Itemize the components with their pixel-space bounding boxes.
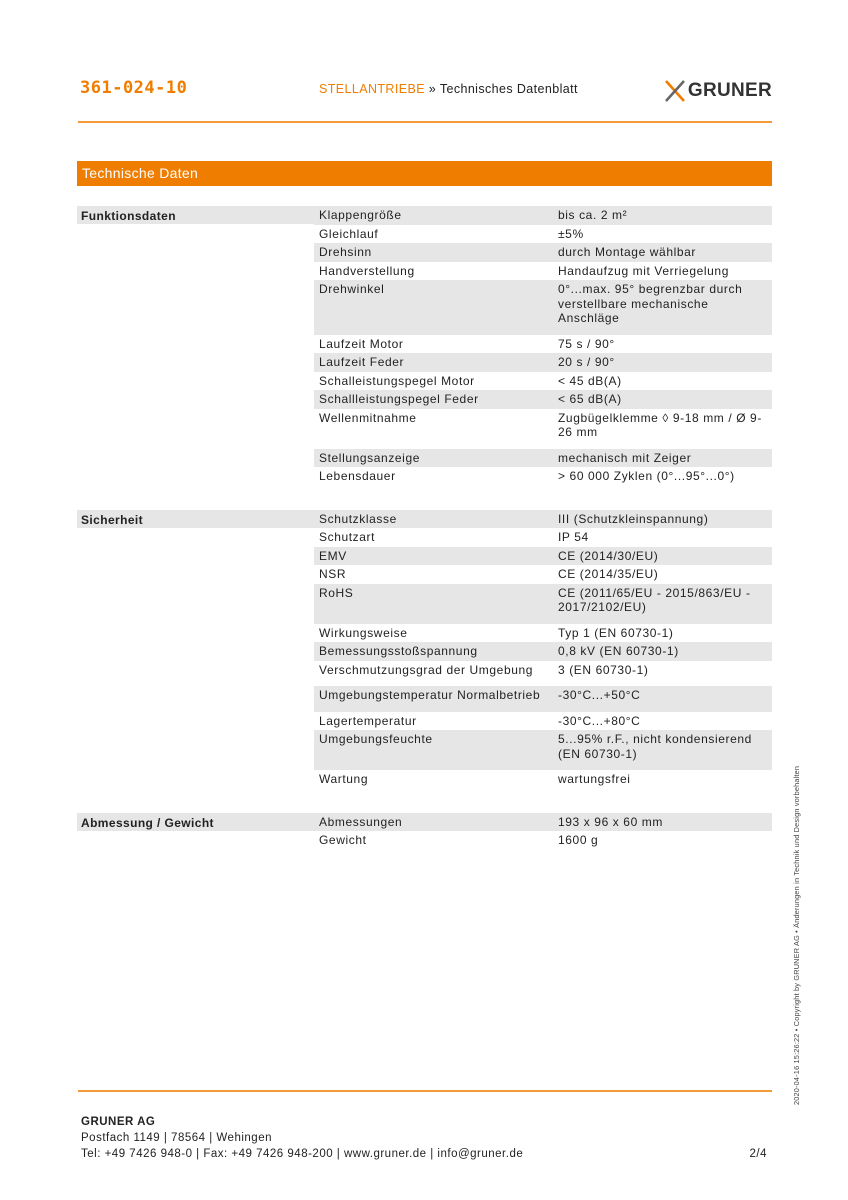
table-row — [314, 584, 772, 624]
spec-key: EMV — [319, 548, 347, 563]
table-row — [314, 831, 772, 850]
page-header — [78, 78, 772, 122]
table-row — [314, 353, 772, 372]
spec-value: ±5% — [558, 226, 584, 241]
spec-key: Abmessungen — [319, 814, 403, 829]
spec-key: Lagertemperatur — [319, 713, 417, 728]
spec-value: wartungsfrei — [558, 772, 631, 786]
header-separator: » — [424, 82, 440, 96]
x-logo-icon — [664, 79, 686, 103]
spec-key: Umgebungsfeuchte — [319, 732, 433, 746]
table-row — [314, 280, 772, 335]
table-row — [314, 372, 772, 391]
spec-table — [77, 206, 772, 850]
table-row — [314, 686, 772, 712]
spec-key: Gleichlauf — [319, 226, 379, 241]
spec-value: Handaufzug mit Verriegelung — [558, 263, 729, 278]
table-row — [314, 390, 772, 409]
spec-value: 5...95% r.F., nicht kondensierend (EN 60730-1) — [558, 732, 752, 761]
spec-value: 0°...max. 95° begrenzbar durch verstellbare mechanische Anschläge — [558, 282, 743, 325]
header-title — [319, 82, 578, 96]
gruner-logo — [664, 76, 772, 106]
spec-key: Wirkungsweise — [319, 625, 408, 640]
spec-value: CE (2011/65/EU - 2015/863/EU - 2017/2102/EU) — [558, 585, 751, 614]
table-row — [314, 547, 772, 566]
header-doc-title: Technisches Datenblatt — [439, 82, 578, 96]
spec-key: Schalleistungspegel Motor — [319, 373, 475, 388]
footer-address: Postfach 1149 | 78564 | Wehingen — [81, 1132, 272, 1144]
table-row — [314, 262, 772, 281]
spec-key: Handverstellung — [319, 263, 415, 278]
table-row — [314, 449, 772, 468]
spec-value: > 60 000 Zyklen (0°...95°...0°) — [558, 469, 735, 483]
spec-group — [77, 510, 772, 789]
spec-key: Verschmutzungsgrad der Umgebung — [319, 662, 534, 677]
spec-key: Schutzklasse — [319, 511, 397, 526]
spec-key: Umgebungstemperatur Normalbetrieb — [319, 688, 541, 702]
table-row — [314, 510, 772, 529]
footer-divider — [78, 1090, 772, 1092]
table-row — [314, 528, 772, 547]
spec-key: Wartung — [319, 772, 369, 786]
spec-value: CE (2014/30/EU) — [558, 548, 659, 563]
spec-key: Wellenmitnahme — [319, 410, 417, 425]
spec-value: 3 (EN 60730-1) — [558, 662, 649, 677]
spec-key: Schutzart — [319, 530, 376, 544]
spec-key: Laufzeit Motor — [319, 336, 404, 351]
group-label: Abmessung / Gewicht — [77, 813, 314, 831]
spec-value: < 45 dB(A) — [558, 373, 622, 388]
spec-value: -30°C...+80°C — [558, 713, 641, 728]
spec-value: -30°C...+50°C — [558, 688, 641, 702]
footer-contact: Tel: +49 7426 948-0 | Fax: +49 7426 948-200 | www.gruner.de | info@gruner.de — [81, 1148, 524, 1160]
spec-key: Laufzeit Feder — [319, 355, 405, 369]
spec-group — [77, 813, 772, 850]
group-label: Funktionsdaten — [77, 206, 314, 224]
spec-value: Typ 1 (EN 60730-1) — [558, 625, 674, 640]
spec-value: III (Schutzkleinspannung) — [558, 511, 709, 526]
spec-value: 1600 g — [558, 833, 599, 847]
page-number: 2/4 — [749, 1148, 767, 1160]
copyright-note: 2020-04-16 15:26:22 • Copyright by GRUNER AG • Änderungen in Technik und Design vorbehalten — [792, 765, 801, 1105]
document-id: 361-024-10 — [80, 78, 188, 98]
table-row — [314, 813, 772, 832]
table-row — [314, 642, 772, 661]
spec-value: 20 s / 90° — [558, 355, 615, 369]
table-row — [314, 225, 772, 244]
spec-value: 0,8 kV (EN 60730-1) — [558, 644, 679, 658]
table-row — [314, 712, 772, 731]
table-row — [314, 335, 772, 354]
spec-key: Lebensdauer — [319, 469, 396, 483]
spec-key: Gewicht — [319, 833, 367, 847]
section-header — [77, 161, 772, 186]
page-footer — [81, 1114, 771, 1162]
spec-value: CE (2014/35/EU) — [558, 567, 659, 581]
group-label: Sicherheit — [77, 510, 314, 528]
spec-value: bis ca. 2 m² — [558, 208, 628, 222]
spec-key: NSR — [319, 567, 347, 581]
spec-group — [77, 206, 772, 486]
header-category: STELLANTRIEBE — [319, 82, 425, 96]
spec-value: 75 s / 90° — [558, 336, 615, 351]
table-row — [314, 467, 772, 486]
spec-key: Drehsinn — [319, 245, 372, 259]
section-title: Technische Daten — [82, 165, 199, 181]
spec-key: Bemessungsstoßspannung — [319, 644, 478, 658]
table-row — [314, 624, 772, 643]
header-divider — [78, 121, 772, 123]
spec-key: Klappengröße — [319, 208, 402, 222]
footer-company: GRUNER AG — [81, 1116, 156, 1128]
spec-value: mechanisch mit Zeiger — [558, 450, 692, 465]
table-row — [314, 409, 772, 449]
spec-key: RoHS — [319, 585, 354, 600]
logo-text: GRUNER — [687, 80, 772, 101]
table-row — [314, 730, 772, 770]
spec-value: 193 x 96 x 60 mm — [558, 814, 663, 829]
spec-value: IP 54 — [558, 530, 589, 544]
table-row — [314, 661, 772, 687]
spec-key: Drehwinkel — [319, 282, 385, 296]
spec-key: Stellungsanzeige — [319, 450, 421, 465]
table-row — [314, 565, 772, 584]
table-row — [314, 206, 772, 225]
spec-value: Zugbügelklemme ◊ 9-18 mm / Ø 9-26 mm — [558, 410, 762, 439]
spec-value: durch Montage wählbar — [558, 245, 697, 259]
spec-value: < 65 dB(A) — [558, 392, 622, 406]
table-row — [314, 243, 772, 262]
spec-key: Schallleistungspegel Feder — [319, 392, 479, 406]
table-row — [314, 770, 772, 789]
